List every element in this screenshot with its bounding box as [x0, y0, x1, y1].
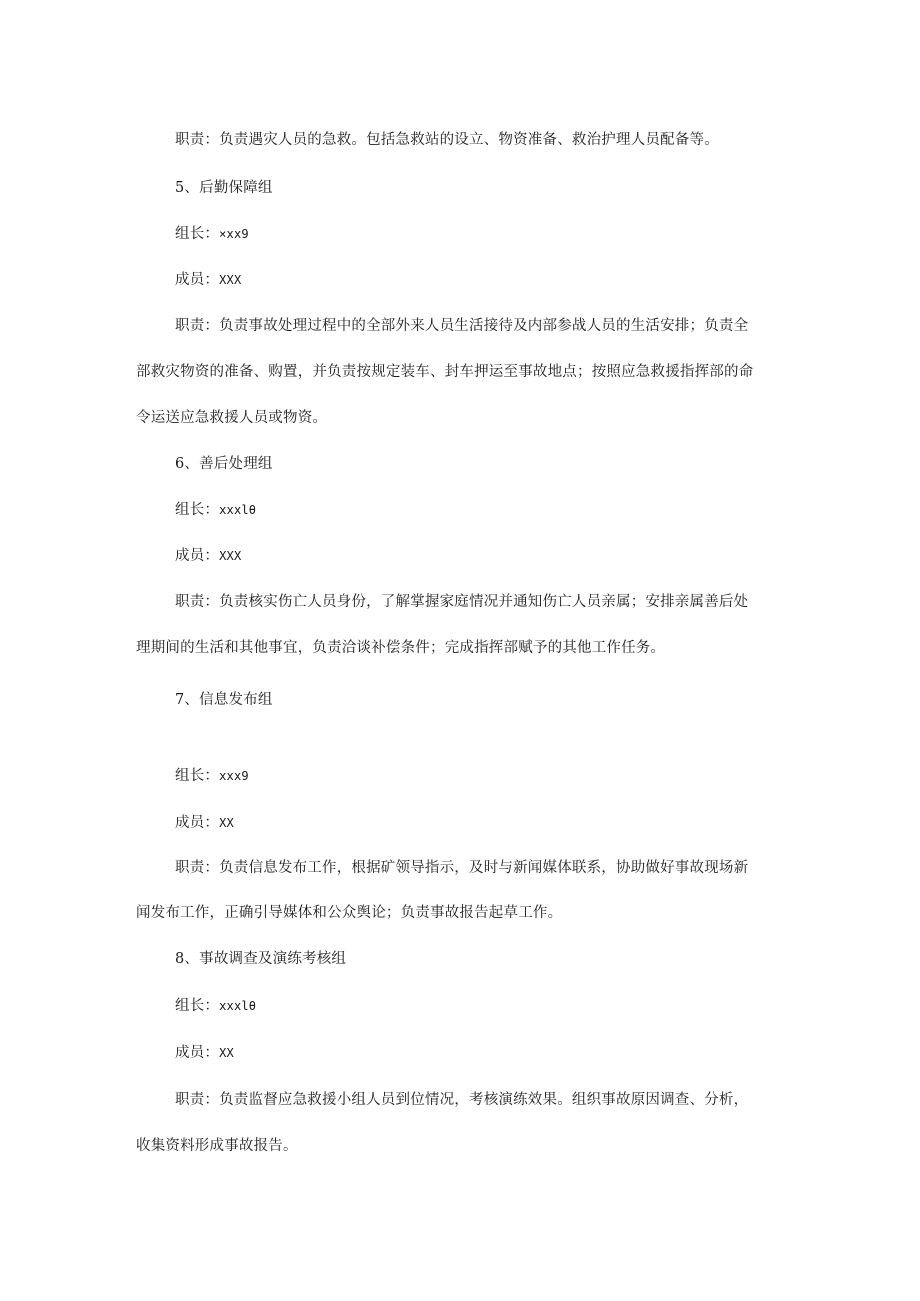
text-span: 职责：负责遇灾人员的急救。包括急救站的设立、物资准备、救治护理人员配备等。 — [175, 132, 719, 148]
section-heading-info — [175, 690, 273, 710]
field-value: XX — [219, 1046, 234, 1060]
duty-investigation-line-1 — [175, 1090, 748, 1110]
field-value: XX — [219, 816, 234, 830]
duty-medical-line — [175, 130, 719, 150]
text-span: 8、事故调查及演练考核组 — [175, 951, 347, 967]
field-label: 成员： — [175, 815, 220, 831]
text-span: 收集资料形成事故报告。 — [136, 1138, 298, 1154]
text-span: 7、信息发布组 — [175, 692, 273, 708]
field-value: xxx9 — [219, 769, 249, 783]
section-heading-aftermath — [175, 454, 273, 474]
text-span: 理期间的生活和其他事宜，负责洽谈补偿条件；完成指挥部赋予的其他工作任务。 — [136, 640, 666, 656]
field-label: 组长： — [175, 998, 220, 1014]
duty-aftermath-line-1 — [175, 592, 748, 612]
field-label: 成员： — [175, 548, 220, 564]
field-value: XXX — [219, 549, 242, 563]
field-value: XXX — [219, 273, 242, 287]
field-value: xxxlθ — [219, 999, 257, 1013]
members-aftermath — [175, 546, 241, 566]
text-span: 部救灾物资的准备、购置，并负责按规定装车、封车押运至事故地点；按照应急救援指挥部的命 — [136, 364, 754, 380]
text-span: 6、善后处理组 — [175, 456, 273, 472]
duty-logistics-line-3 — [136, 408, 327, 428]
duty-info-line-1 — [175, 858, 748, 878]
text-span: 令运送应急救援人员或物资。 — [136, 410, 328, 426]
duty-investigation-line-2 — [136, 1136, 298, 1156]
field-value: ×xx9 — [219, 227, 249, 241]
field-label: 组长： — [175, 226, 220, 242]
text-span: 职责：负责事故处理过程中的全部外来人员生活接待及内部参战人员的生活安排；负责全 — [175, 318, 749, 334]
members-investigation — [175, 1043, 234, 1063]
field-label: 成员： — [175, 272, 220, 288]
duty-logistics-line-1 — [175, 316, 748, 336]
duty-logistics-line-2 — [136, 362, 753, 382]
field-label: 组长： — [175, 502, 220, 518]
duty-aftermath-line-2 — [136, 638, 665, 658]
members-logistics — [175, 270, 241, 290]
leader-logistics — [175, 224, 249, 244]
section-heading-investigation — [175, 949, 346, 969]
text-span: 5、后勤保障组 — [175, 180, 273, 196]
leader-info — [175, 766, 249, 786]
leader-investigation — [175, 996, 256, 1016]
duty-info-line-2 — [136, 903, 562, 923]
members-info — [175, 813, 234, 833]
text-span: 职责：负责监督应急救援小组人员到位情况，考核演练效果。组织事故原因调查、分析， — [175, 1092, 749, 1108]
text-span: 闻发布工作，正确引导媒体和公众舆论；负责事故报告起草工作。 — [136, 905, 563, 921]
field-label: 成员： — [175, 1045, 220, 1061]
section-heading-logistics — [175, 178, 273, 198]
field-label: 组长： — [175, 768, 220, 784]
leader-aftermath — [175, 500, 256, 520]
text-span: 职责：负责信息发布工作，根据矿领导指示，及时与新闻媒体联系，协助做好事故现场新 — [175, 860, 749, 876]
text-span: 职责：负责核实伤亡人员身份，了解掌握家庭情况并通知伤亡人员亲属；安排亲属善后处 — [175, 594, 749, 610]
field-value: xxxlθ — [219, 503, 257, 517]
